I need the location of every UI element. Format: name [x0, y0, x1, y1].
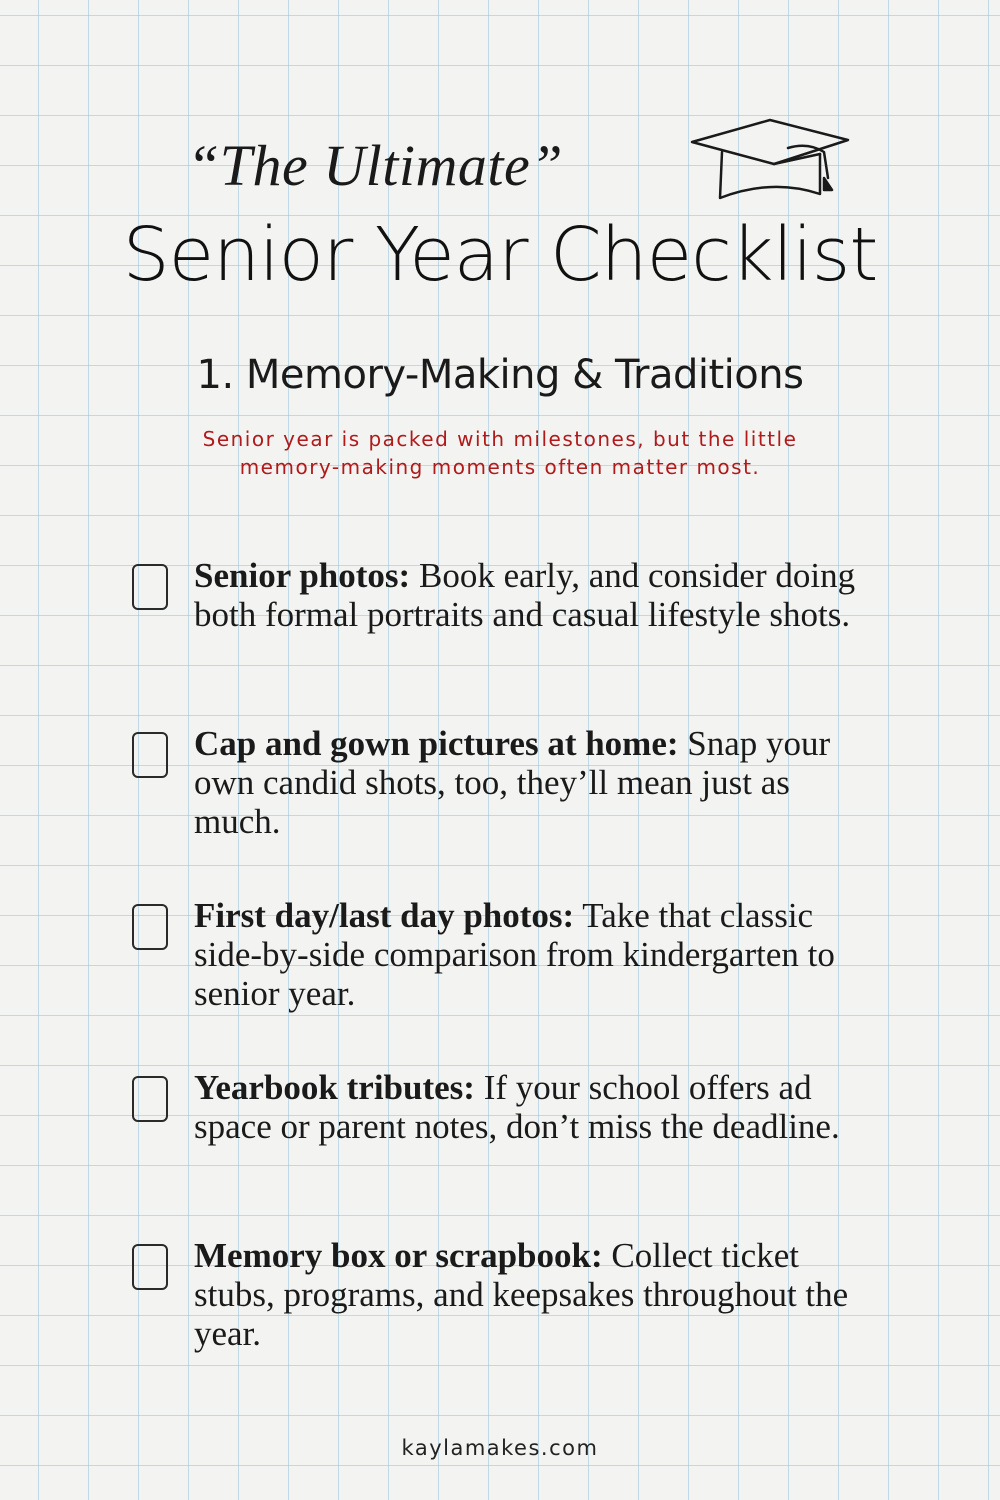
subtitle: “The Ultimate”: [187, 133, 563, 198]
checklist-item-description: If your school offers ad space or parent notes, don’t miss the deadline.: [194, 1068, 840, 1146]
checklist-item-text: [194, 1236, 884, 1353]
checkbox[interactable]: [132, 1244, 168, 1290]
checklist-item-text: [194, 896, 884, 1013]
checklist-item-description: Book early, and consider doing both formal portraits and casual lifestyle shots.: [194, 556, 856, 634]
checklist-item-label: Cap and gown pictures at home:: [194, 724, 679, 763]
checklist-item-label: Senior photos:: [194, 556, 411, 595]
checkbox[interactable]: [132, 1076, 168, 1122]
section-intro: Senior year is packed with milestones, but the little memory-making moments often matter most.: [202, 427, 798, 479]
section-heading: 1. Memory-Making & Traditions: [196, 352, 804, 398]
footer-site: kaylamakes.com: [401, 1436, 599, 1460]
checklist-item-label: Memory box or scrapbook:: [194, 1236, 603, 1275]
checkbox[interactable]: [132, 904, 168, 950]
checklist-item-text: [194, 724, 884, 841]
checklist-item-label: First day/last day photos:: [194, 896, 575, 935]
checklist-item-description: Take that classic side-by-side comparison from kindergarten to senior year.: [194, 896, 835, 1013]
checkbox[interactable]: [132, 564, 168, 610]
checkbox[interactable]: [132, 732, 168, 778]
checklist-item-label: Yearbook tributes:: [194, 1068, 475, 1107]
checklist-item-description: Snap your own candid shots, too, they’ll mean just as much.: [194, 724, 831, 841]
graduation-cap-icon: [688, 118, 853, 208]
page-title: Senior Year Checklist: [122, 212, 878, 298]
checklist-item-text: [194, 556, 884, 634]
checklist-item-text: [194, 1068, 884, 1146]
checklist-item-description: Collect ticket stubs, programs, and keepsakes throughout the year.: [194, 1236, 849, 1353]
